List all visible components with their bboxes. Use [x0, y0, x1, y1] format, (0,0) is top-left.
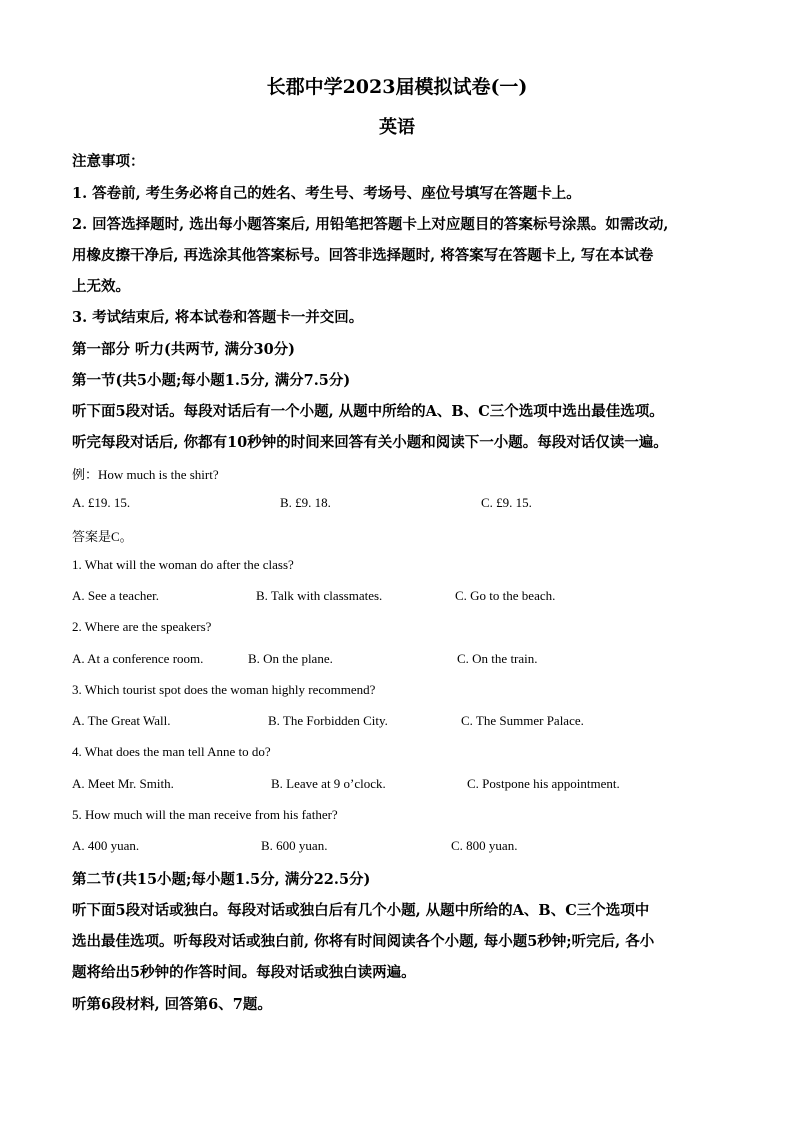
section1-heading: 第一节(共5小题;每小题1.5分, 满分7.5分)	[72, 372, 351, 389]
q1-option-c: C. Go to the beach.	[455, 588, 556, 603]
section2-instruction-1: 听下面5段对话或独白。每段对话或独白后有几个小题, 从题中所给的A、B、C三个选项中	[72, 902, 650, 919]
q1-option-a: A. See a teacher.	[72, 588, 159, 603]
notice-item-2: 2. 回答选择题时, 选出每小题答案后, 用铅笔把答题卡上对应题目的答案标号涂黑。如需改动,	[72, 216, 669, 233]
example-question: 例：How much is the shirt?	[72, 467, 219, 482]
q4-option-a: A. Meet Mr. Smith.	[72, 776, 174, 791]
question-3: 3. Which tourist spot does the woman highly recommend?	[72, 682, 376, 697]
notice-item-2-end: 上无效。	[72, 278, 130, 295]
q4-option-c: C. Postpone his appointment.	[467, 776, 620, 791]
exam-title: 长郡中学2023届模拟试卷(一)	[266, 76, 528, 98]
material-6-heading: 听第6段材料, 回答第6、7题。	[72, 996, 272, 1013]
q3-option-b: B. The Forbidden City.	[268, 713, 388, 728]
q5-option-a: A. 400 yuan.	[72, 838, 140, 853]
q5-option-c: C. 800 yuan.	[451, 838, 518, 853]
question-1: 1. What will the woman do after the class?	[72, 557, 294, 572]
q4-option-b: B. Leave at 9 o’clock.	[271, 776, 386, 791]
q3-option-a: A. The Great Wall.	[72, 713, 171, 728]
question-2: 2. Where are the speakers?	[72, 619, 212, 634]
q3-option-c: C. The Summer Palace.	[461, 713, 584, 728]
q2-option-c: C. On the train.	[457, 651, 538, 666]
notice-item-1: 1. 答卷前, 考生务必将自己的姓名、考生号、考场号、座位号填写在答题卡上。	[72, 185, 581, 202]
section1-instruction-2: 听完每段对话后, 你都有10秒钟的时间来回答有关小题和阅读下一小题。每段对话仅读一遍。	[72, 434, 668, 451]
question-4: 4. What does the man tell Anne to do?	[72, 744, 271, 759]
notice-item-2-cont: 用橡皮擦干净后, 再选涂其他答案标号。回答非选择题时, 将答案写在答题卡上, 写在本试卷	[72, 247, 654, 264]
notice-item-3: 3. 考试结束后, 将本试卷和答题卡一并交回。	[72, 309, 364, 326]
question-5: 5. How much will the man receive from his father?	[72, 807, 338, 822]
q2-option-b: B. On the plane.	[248, 651, 333, 666]
section2-instruction-3: 题将给出5秒钟的作答时间。每段对话或独白读两遍。	[72, 964, 416, 981]
exam-subject: 英语	[379, 117, 415, 138]
q2-option-a: A. At a conference room.	[72, 651, 204, 666]
example-option-c: C. £9. 15.	[481, 495, 532, 510]
example-option-a: A. £19. 15.	[72, 495, 131, 510]
q5-option-b: B. 600 yuan.	[261, 838, 328, 853]
q1-option-b: B. Talk with classmates.	[256, 588, 383, 603]
part1-heading: 第一部分 听力(共两节, 满分30分)	[72, 341, 296, 358]
notice-heading: 注意事项：	[72, 153, 145, 170]
example-option-b: B. £9. 18.	[280, 495, 331, 510]
section2-instruction-2: 选出最佳选项。听每段对话或独白前, 你将有时间阅读各个小题, 每小题5秒钟;听完后, 各小	[72, 933, 655, 950]
section2-heading: 第二节(共15小题;每小题1.5分, 满分22.5分)	[72, 871, 371, 888]
example-answer: 答案是C。	[72, 529, 133, 544]
section1-instruction-1: 听下面5段对话。每段对话后有一个小题, 从题中所给的A、B、C三个选项中选出最佳选项。	[72, 403, 664, 420]
